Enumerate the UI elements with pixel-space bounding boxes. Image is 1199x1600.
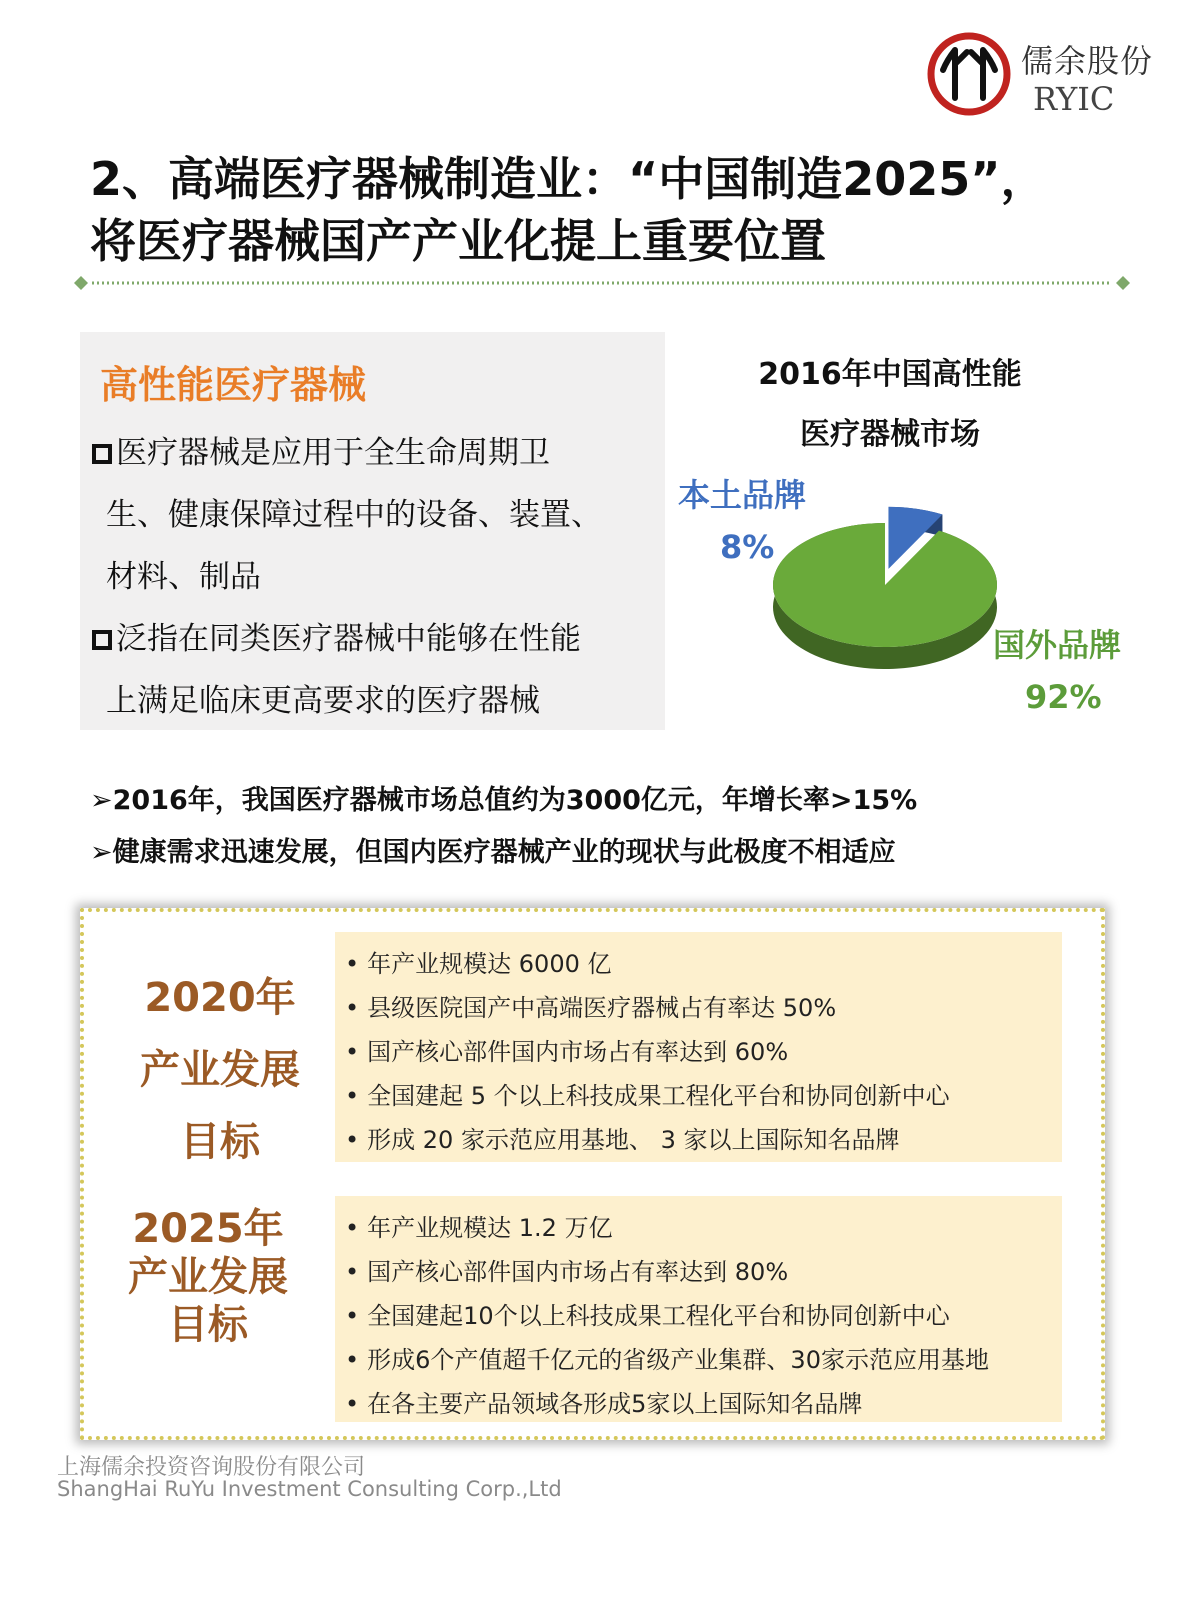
goal-2020-label-line-3: 目标	[180, 1119, 260, 1165]
company-logo	[925, 30, 1185, 130]
pie-label-local-value: 8%	[720, 528, 775, 566]
goal-2020-label-line-1: 2020年	[144, 975, 296, 1021]
goal-2020-list-box	[335, 932, 1062, 1162]
info-bullet-2-line-1: 泛指在同类医疗器械中能够在性能	[116, 621, 581, 657]
chart-title	[700, 345, 1080, 465]
list-item: • 在各主要产品领域各形成5家以上国际知名品牌	[345, 1382, 1062, 1426]
goal-2025-list	[335, 1196, 1062, 1426]
info-bullet-1-line-1: 医疗器械是应用于全生命周期卫	[116, 435, 550, 471]
goal-2025-label-line-2: 产业发展	[128, 1254, 288, 1300]
title-divider	[72, 276, 1132, 290]
info-bullet-1	[92, 422, 662, 608]
info-body	[92, 422, 662, 732]
info-bullet-2-line-2: 上满足临床更高要求的医疗器械	[106, 683, 540, 719]
pie-chart	[760, 505, 1010, 685]
list-item: • 形成 20 家示范应用基地、 3 家以上国际知名品牌	[345, 1118, 1062, 1162]
goal-2025-label-line-3: 目标	[168, 1302, 248, 1348]
list-item: • 国产核心部件国内市场占有率达到 60%	[345, 1030, 1062, 1074]
square-bullet-icon	[92, 444, 112, 464]
logo-emblem-icon	[925, 30, 1013, 118]
list-item: • 年产业规模达 6000 亿	[345, 942, 1062, 986]
goal-2025-label	[88, 1205, 328, 1349]
list-item: • 国产核心部件国内市场占有率达到 80%	[345, 1250, 1062, 1294]
list-item: • 县级医院国产中高端医疗器械占有率达 50%	[345, 986, 1062, 1030]
summary-line-2	[90, 830, 896, 869]
list-item: • 全国建起10个以上科技成果工程化平台和协同创新中心	[345, 1294, 1062, 1338]
info-heading: 高性能医疗器械	[100, 363, 367, 407]
goal-2025-label-line-1: 2025年	[132, 1206, 284, 1252]
summary-line-1	[90, 778, 917, 817]
list-item: • 年产业规模达 1.2 万亿	[345, 1206, 1062, 1250]
summary-line-1-text: 2016年，我国医疗器械市场总值约为3000亿元，年增长率>15%	[112, 785, 918, 816]
logo-text-chinese: 儒余股份	[1021, 42, 1154, 80]
info-bullet-2	[92, 608, 662, 732]
pie-label-foreign-name: 国外品牌	[993, 626, 1122, 664]
footer-company-name-cn: 上海儒余投资咨询股份有限公司	[57, 1455, 366, 1480]
page-title-line-2: 将医疗器械国产产业化提上重要位置	[90, 214, 826, 268]
info-bullet-1-line-2: 生、健康保障过程中的设备、装置、	[106, 497, 602, 533]
footer-company-name-en: ShangHai RuYu Investment Consulting Corp.,Ltd	[57, 1477, 562, 1501]
chart-title-line-1: 2016年中国高性能	[758, 357, 1022, 392]
goal-2020-label-line-2: 产业发展	[140, 1047, 300, 1093]
list-item: • 形成6个产值超千亿元的省级产业集群、30家示范应用基地	[345, 1338, 1062, 1382]
summary-line-2-text: 健康需求迅速发展，但国内医疗器械产业的现状与此极度不相适应	[112, 837, 896, 868]
logo-text-english: RYIC	[1033, 80, 1115, 118]
goal-2025-list-box	[335, 1196, 1062, 1422]
list-item: • 全国建起 5 个以上科技成果工程化平台和协同创新中心	[345, 1074, 1062, 1118]
pie-label-foreign-value: 92%	[1025, 678, 1102, 716]
goal-2020-list	[335, 932, 1062, 1162]
info-panel	[80, 332, 665, 730]
page-title	[90, 148, 1170, 272]
pie-slice-foreign	[773, 523, 997, 647]
pie-label-local-name: 本土品牌	[678, 476, 807, 514]
arrow-bullet-icon: ➢	[90, 837, 113, 868]
goal-2020-label	[100, 962, 340, 1178]
square-bullet-icon	[92, 630, 112, 650]
chart-title-line-2: 医疗器械市场	[800, 417, 980, 452]
arrow-bullet-icon: ➢	[90, 785, 113, 816]
info-bullet-1-line-3: 材料、制品	[106, 559, 261, 595]
page-title-line-1: 2、高端医疗器械制造业：“中国制造2025”，	[90, 152, 1047, 206]
